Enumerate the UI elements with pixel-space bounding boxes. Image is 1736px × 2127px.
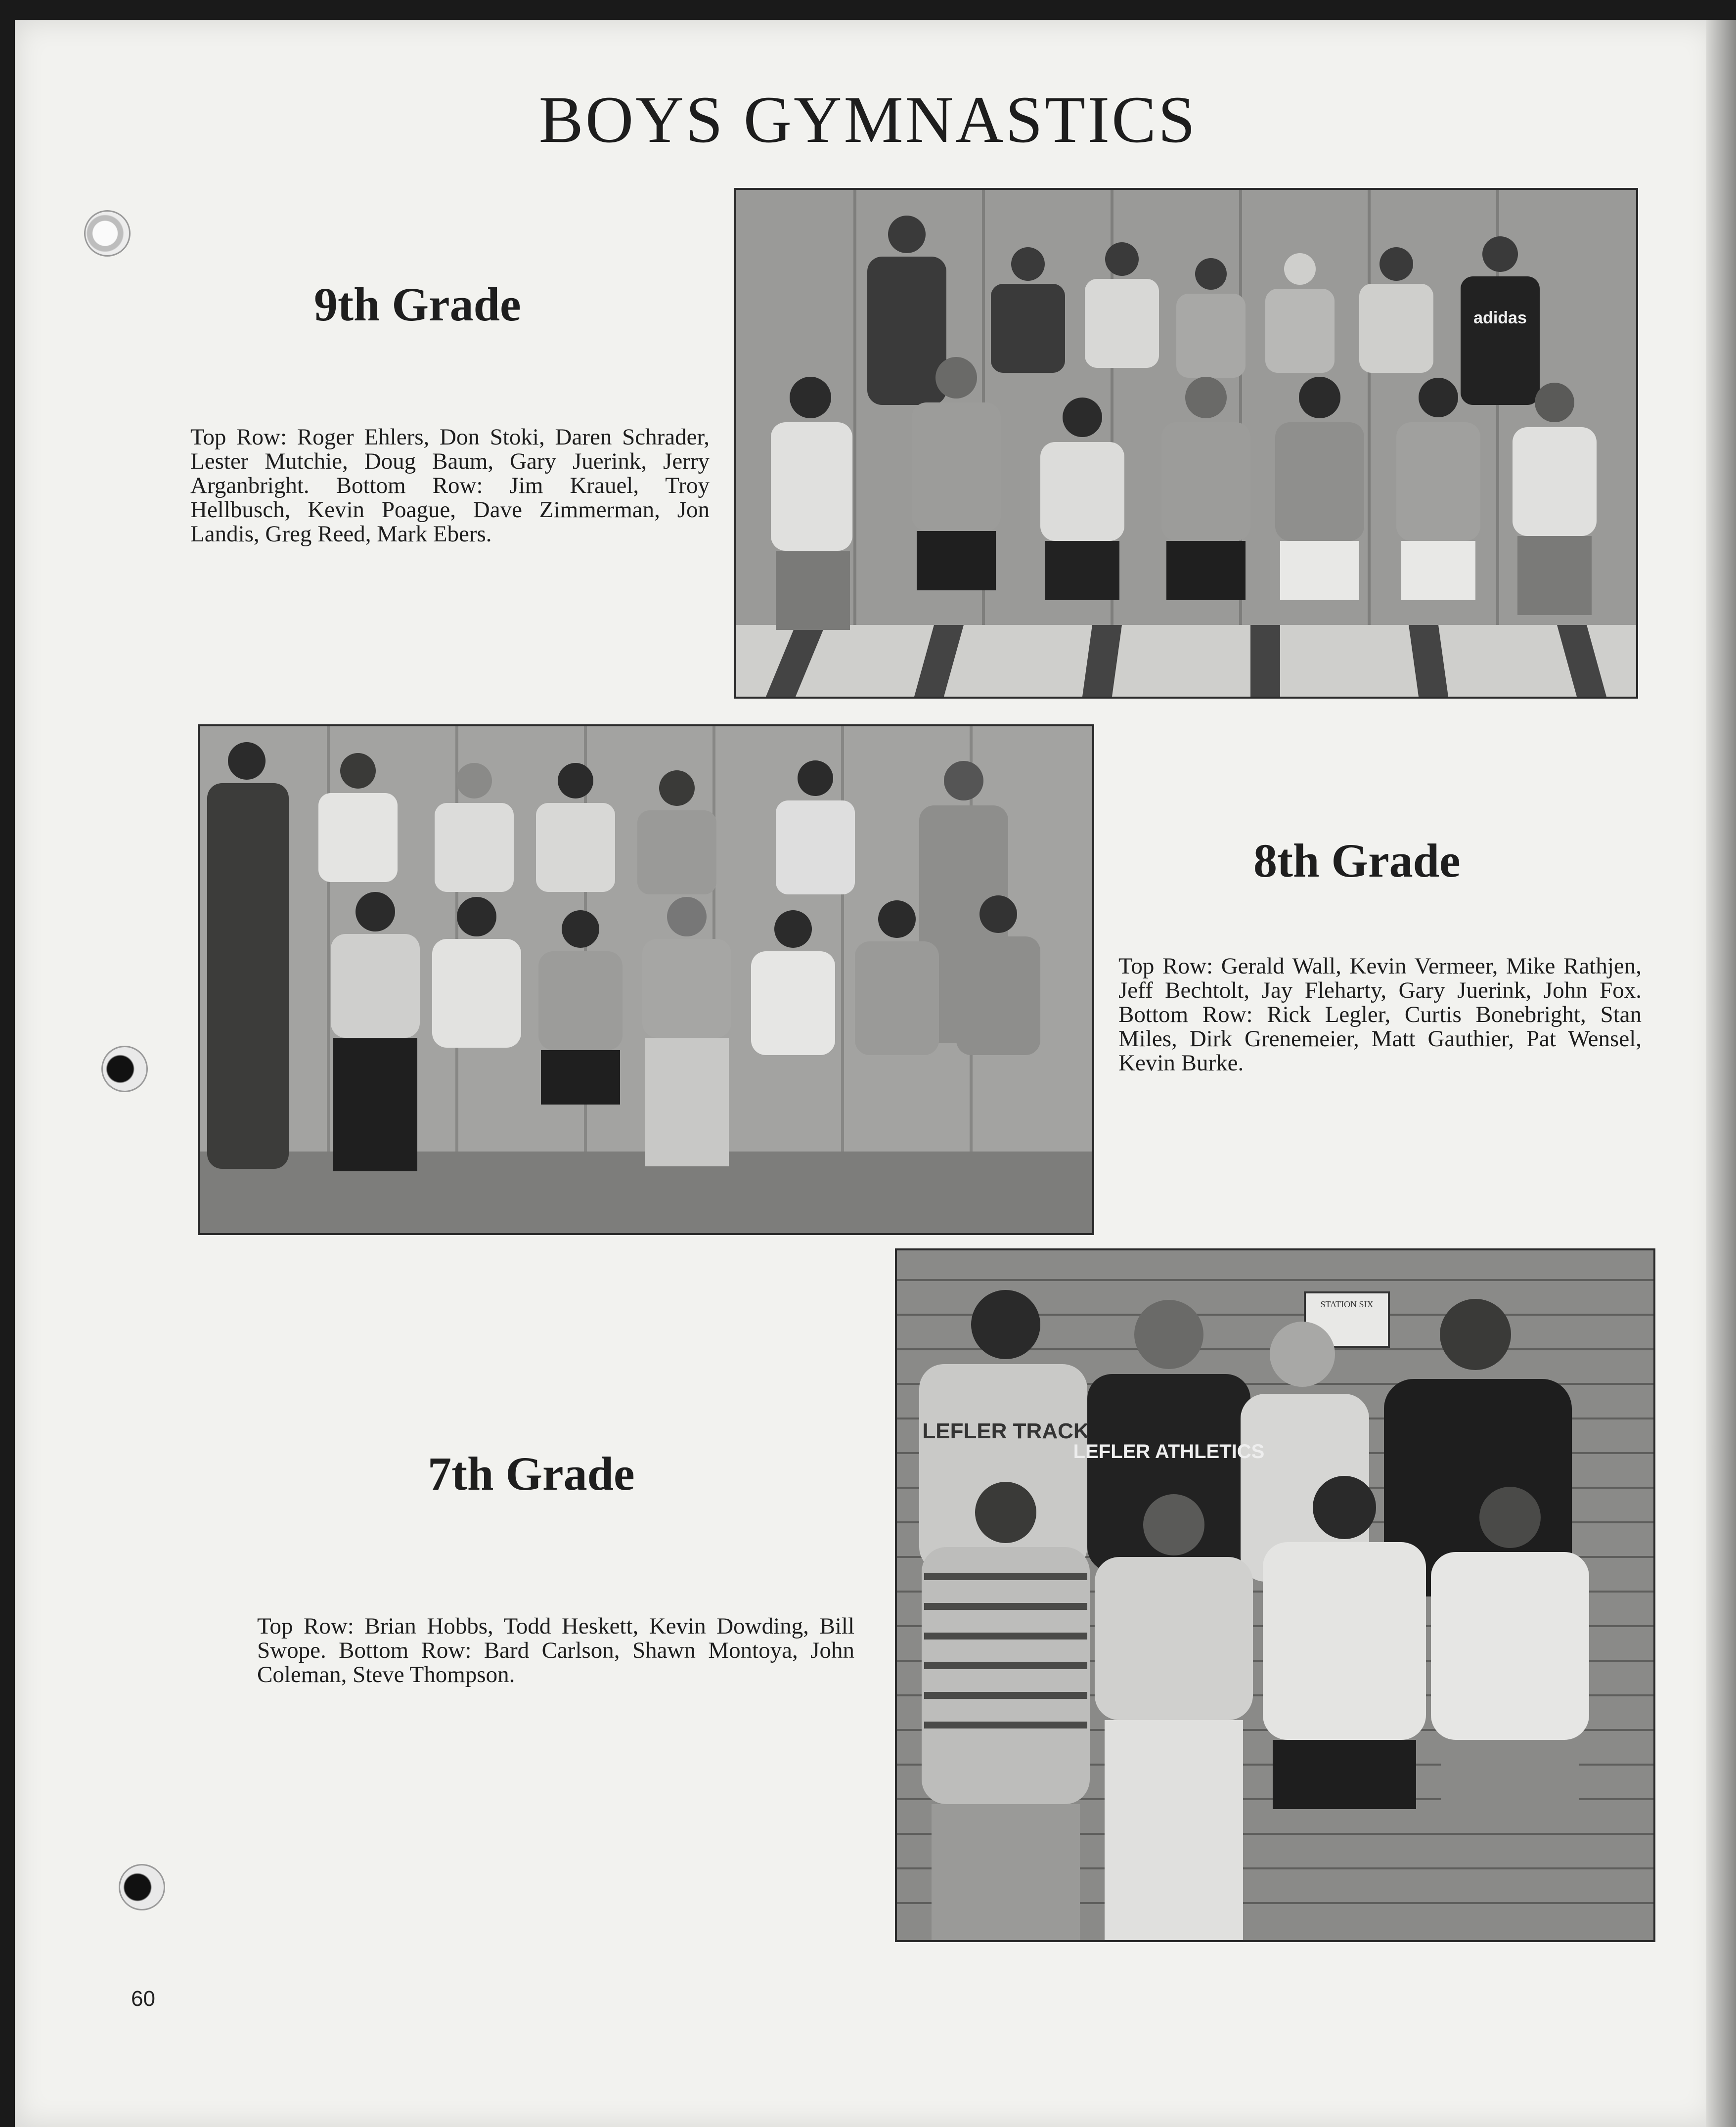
lefler-track-shirt-text: LEFLER TRACK	[922, 1419, 1089, 1443]
caption-9th: Top Row: Roger Ehlers, Don Stoki, Daren Schrader, Lester Mutchie, Doug Baum, Gary Juerink, Jerry Arganbright. Bottom Row: Jim Krauel, Troy Hellbusch, Kevin Poague, Dave Zimmerman, Jon Landis, Greg Reed, Mark Ebers.	[190, 424, 710, 547]
caption-8th: Top Row: Gerald Wall, Kevin Vermeer, Mike Rathjen, Jeff Bechtolt, Jay Fleharty, Gary Juerink, John Fox. Bottom Row: Rick Legler, Curtis Bonebright, Stan Miles, Dirk Grenemeier, Matt Gauthier, Pat Wensel, Kevin Burke.	[1118, 953, 1642, 1076]
caption-7th: Top Row: Brian Hobbs, Todd Heskett, Kevin Dowding, Bill Swope. Bottom Row: Bard Carlson, Shawn Montoya, John Coleman, Steve Thompson.	[257, 1613, 854, 1687]
team-photo-9th-grade	[734, 188, 1638, 699]
grade-heading-8th: 8th Grade	[1253, 834, 1461, 887]
binder-hole-bottom	[119, 1864, 165, 1910]
team-photo-8th-grade	[198, 724, 1094, 1235]
adidas-shirt-text: adidas	[1473, 309, 1527, 327]
page-number: 60	[131, 1987, 155, 2011]
binder-hole-middle	[101, 1046, 148, 1092]
binder-hole-top	[84, 210, 131, 257]
lefler-athletics-shirt-text: LEFLER ATHLETICS	[1073, 1441, 1265, 1462]
station-sign-text: STATION SIX	[1320, 1299, 1374, 1309]
page-title: BOYS GYMNASTICS	[538, 83, 1198, 157]
page-edge	[1706, 20, 1736, 2127]
grade-heading-7th: 7th Grade	[428, 1447, 635, 1500]
grade-heading-9th: 9th Grade	[314, 278, 521, 331]
team-photo-7th-grade	[895, 1248, 1655, 1942]
